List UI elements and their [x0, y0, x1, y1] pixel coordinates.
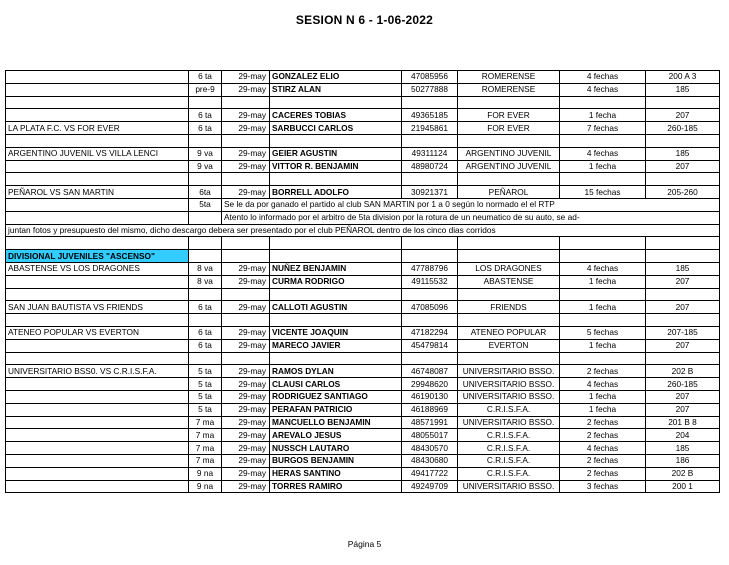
document-id-cell: 50277888 — [402, 83, 458, 96]
division-cell: 9 na — [189, 480, 222, 493]
player-name-cell: STIRZ ALAN — [270, 83, 402, 96]
empty-cell — [560, 314, 646, 327]
empty-cell — [189, 173, 222, 186]
table-row — [6, 301, 720, 314]
player-name-cell: SARBUCCI CARLOS — [270, 122, 402, 135]
sanction-cell: 3 fechas — [560, 480, 646, 493]
club-cell: UNIVERSITARIO BSSO. — [458, 365, 560, 378]
match-cell — [6, 160, 189, 173]
match-cell — [6, 109, 189, 122]
table-row — [6, 480, 720, 493]
article-cell: 185 — [646, 442, 720, 455]
sanction-cell: 15 fechas — [560, 186, 646, 199]
sanction-cell: 2 fechas — [560, 454, 646, 467]
empty-cell — [222, 237, 270, 250]
article-cell: 205-260 — [646, 186, 720, 199]
date-cell: 29-may — [222, 147, 270, 160]
date-cell: 29-may — [222, 390, 270, 403]
article-cell: 202 B — [646, 467, 720, 480]
spacer-row — [6, 288, 720, 301]
division-cell: 7 ma — [189, 454, 222, 467]
document-id-cell: 49365185 — [402, 109, 458, 122]
empty-cell — [402, 288, 458, 301]
player-name-cell: GEIER AGUSTIN — [270, 147, 402, 160]
table-row — [6, 429, 720, 442]
date-cell: 29-may — [222, 454, 270, 467]
empty-cell — [6, 173, 189, 186]
table-row — [6, 122, 720, 135]
empty-cell — [646, 134, 720, 147]
match-cell — [6, 275, 189, 288]
article-cell: 207 — [646, 301, 720, 314]
sanction-cell: 4 fechas — [560, 83, 646, 96]
empty-cell — [222, 250, 270, 263]
empty-cell — [6, 288, 189, 301]
division-cell: 6 ta — [189, 109, 222, 122]
empty-cell — [189, 134, 222, 147]
match-cell — [6, 339, 189, 352]
empty-cell — [560, 250, 646, 263]
player-name-cell: TORRES RAMIRO — [270, 480, 402, 493]
club-cell: ROMERENSE — [458, 71, 560, 84]
note-text: juntan fotos y presupuesto del mismo, dicho descargo debera ser presentado por el club PEÑAROL dentro de los cinco dias corridos — [6, 224, 720, 237]
document-id-cell: 47085096 — [402, 301, 458, 314]
sanction-cell: 4 fechas — [560, 71, 646, 84]
division-cell: 5ta — [189, 198, 222, 211]
document-id-cell: 48430680 — [402, 454, 458, 467]
article-cell: 207 — [646, 275, 720, 288]
sanction-cell: 1 fecha — [560, 109, 646, 122]
sanction-cell: 5 fechas — [560, 326, 646, 339]
match-cell — [6, 378, 189, 391]
page-number: Página 5 — [347, 539, 382, 549]
date-cell: 29-may — [222, 262, 270, 275]
empty-cell — [560, 173, 646, 186]
empty-cell — [458, 352, 560, 365]
table-row — [6, 262, 720, 275]
document-id-cell: 48571991 — [402, 416, 458, 429]
document-id-cell: 46748087 — [402, 365, 458, 378]
empty-cell — [189, 314, 222, 327]
table-row — [6, 365, 720, 378]
note-row — [6, 211, 720, 224]
empty-cell — [270, 173, 402, 186]
empty-cell — [458, 134, 560, 147]
empty-cell — [402, 173, 458, 186]
article-cell: 185 — [646, 83, 720, 96]
empty-cell — [458, 237, 560, 250]
article-cell: 207 — [646, 403, 720, 416]
player-name-cell: VICENTE JOAQUIN — [270, 326, 402, 339]
table-row — [6, 454, 720, 467]
division-cell: pre-9 — [189, 83, 222, 96]
club-cell: C.R.I.S.F.A. — [458, 467, 560, 480]
empty-cell — [560, 134, 646, 147]
article-cell: 260-185 — [646, 122, 720, 135]
empty-cell — [6, 352, 189, 365]
division-cell: 7 ma — [189, 429, 222, 442]
spacer-row — [6, 173, 720, 186]
table-row — [6, 390, 720, 403]
table-row — [6, 147, 720, 160]
club-cell: ATENEO POPULAR — [458, 326, 560, 339]
empty-cell — [222, 288, 270, 301]
date-cell: 29-may — [222, 186, 270, 199]
date-cell: 29-may — [222, 301, 270, 314]
sanction-cell: 1 fecha — [560, 160, 646, 173]
table-row — [6, 467, 720, 480]
club-cell: ROMERENSE — [458, 83, 560, 96]
player-name-cell: CALLOTI AGUSTIN — [270, 301, 402, 314]
table-row — [6, 403, 720, 416]
empty-cell — [270, 288, 402, 301]
table-row — [6, 275, 720, 288]
division-cell: 6 ta — [189, 339, 222, 352]
player-name-cell: NUÑEZ BENJAMIN — [270, 262, 402, 275]
date-cell: 29-may — [222, 275, 270, 288]
table-row — [6, 326, 720, 339]
article-cell: 207 — [646, 160, 720, 173]
section-row — [6, 250, 720, 263]
division-cell: 6 ta — [189, 301, 222, 314]
date-cell: 29-may — [222, 71, 270, 84]
document-id-cell: 49249709 — [402, 480, 458, 493]
table-row — [6, 378, 720, 391]
match-cell — [6, 442, 189, 455]
document-id-cell: 30921371 — [402, 186, 458, 199]
club-cell: LOS DRAGONES — [458, 262, 560, 275]
empty-cell — [458, 250, 560, 263]
match-cell — [6, 429, 189, 442]
document-id-cell: 48055017 — [402, 429, 458, 442]
empty-cell — [646, 314, 720, 327]
date-cell: 29-may — [222, 480, 270, 493]
club-cell: UNIVERSITARIO BSSO. — [458, 390, 560, 403]
club-cell: FRIENDS — [458, 301, 560, 314]
match-cell — [6, 390, 189, 403]
match-cell — [6, 403, 189, 416]
player-name-cell: CLAUSI CARLOS — [270, 378, 402, 391]
division-cell: 7 ma — [189, 416, 222, 429]
spacer-row — [6, 96, 720, 109]
player-name-cell: HERAS SANTINO — [270, 467, 402, 480]
sanction-cell: 2 fechas — [560, 416, 646, 429]
empty-cell — [6, 211, 189, 224]
player-name-cell: VITTOR R. BENJAMIN — [270, 160, 402, 173]
match-cell — [6, 454, 189, 467]
player-name-cell: AREVALO JESUS — [270, 429, 402, 442]
article-cell: 207 — [646, 339, 720, 352]
empty-cell — [402, 250, 458, 263]
match-cell: ATENEO POPULAR VS EVERTON — [6, 326, 189, 339]
division-cell: 6ta — [189, 186, 222, 199]
empty-cell — [270, 237, 402, 250]
empty-cell — [646, 173, 720, 186]
date-cell: 29-may — [222, 467, 270, 480]
sanctions-table — [5, 70, 720, 493]
club-cell: ABASTENSE — [458, 275, 560, 288]
club-cell: UNIVERSITARIO BSSO. — [458, 480, 560, 493]
document-id-cell: 47182294 — [402, 326, 458, 339]
article-cell: 185 — [646, 262, 720, 275]
empty-cell — [189, 237, 222, 250]
player-name-cell: RODRIGUEZ SANTIAGO — [270, 390, 402, 403]
empty-cell — [560, 288, 646, 301]
article-cell: 201 B 8 — [646, 416, 720, 429]
player-name-cell: MANCUELLO BENJAMIN — [270, 416, 402, 429]
sanction-cell: 4 fechas — [560, 442, 646, 455]
division-cell: 5 ta — [189, 378, 222, 391]
document-id-cell: 45479814 — [402, 339, 458, 352]
match-cell: UNIVERSITARIO BSS0. VS C.R.I.S.F.A. — [6, 365, 189, 378]
empty-cell — [6, 96, 189, 109]
division-cell: 5 ta — [189, 403, 222, 416]
document-id-cell: 49417722 — [402, 467, 458, 480]
empty-cell — [222, 314, 270, 327]
player-name-cell: NUSSCH LAUTARO — [270, 442, 402, 455]
empty-cell — [402, 237, 458, 250]
match-cell: ARGENTINO JUVENIL VS VILLA LENCI — [6, 147, 189, 160]
spacer-row — [6, 352, 720, 365]
match-cell: SAN JUAN BAUTISTA VS FRIENDS — [6, 301, 189, 314]
division-cell — [189, 211, 222, 224]
empty-cell — [222, 134, 270, 147]
match-cell — [6, 467, 189, 480]
empty-cell — [189, 250, 222, 263]
empty-cell — [270, 96, 402, 109]
club-cell: C.R.I.S.F.A. — [458, 429, 560, 442]
document-id-cell: 47788796 — [402, 262, 458, 275]
table-row — [6, 109, 720, 122]
club-cell: FOR EVER — [458, 109, 560, 122]
division-cell: 5 ta — [189, 390, 222, 403]
empty-cell — [402, 352, 458, 365]
empty-cell — [646, 288, 720, 301]
empty-cell — [222, 352, 270, 365]
date-cell: 29-may — [222, 122, 270, 135]
empty-cell — [560, 352, 646, 365]
empty-cell — [270, 250, 402, 263]
club-cell: UNIVERSITARIO BSSO. — [458, 378, 560, 391]
note-row — [6, 224, 720, 237]
club-cell: PEÑAROL — [458, 186, 560, 199]
article-cell: 207-185 — [646, 326, 720, 339]
sanction-cell: 4 fechas — [560, 147, 646, 160]
table-row — [6, 83, 720, 96]
division-cell: 7 ma — [189, 442, 222, 455]
empty-cell — [270, 314, 402, 327]
page-title: SESION N 6 - 1-06-2022 — [295, 13, 434, 27]
match-cell: LA PLATA F.C. VS FOR EVER — [6, 122, 189, 135]
division-cell: 9 va — [189, 147, 222, 160]
empty-cell — [402, 314, 458, 327]
article-cell: 200 1 — [646, 480, 720, 493]
empty-cell — [458, 288, 560, 301]
empty-cell — [270, 134, 402, 147]
empty-cell — [189, 352, 222, 365]
sanction-cell: 7 fechas — [560, 122, 646, 135]
match-cell: ABASTENSE VS LOS DRAGONES — [6, 262, 189, 275]
empty-cell — [646, 250, 720, 263]
note-row — [6, 198, 720, 211]
note-text: Atento lo informado por el arbitro de 5ta division por la rotura de un neumatico de su auto, se ad- — [222, 211, 720, 224]
empty-cell — [458, 314, 560, 327]
empty-cell — [222, 173, 270, 186]
empty-cell — [458, 96, 560, 109]
spacer-row — [6, 314, 720, 327]
club-cell: UNIVERSITARIO BSSO. — [458, 416, 560, 429]
division-cell: 6 ta — [189, 71, 222, 84]
club-cell: FOR EVER — [458, 122, 560, 135]
player-name-cell: CACERES TOBIAS — [270, 109, 402, 122]
sanction-cell: 1 fecha — [560, 403, 646, 416]
document-id-cell: 47085956 — [402, 71, 458, 84]
sanction-cell: 2 fechas — [560, 365, 646, 378]
division-cell: 8 va — [189, 262, 222, 275]
empty-cell — [560, 237, 646, 250]
date-cell: 29-may — [222, 378, 270, 391]
club-cell: EVERTON — [458, 339, 560, 352]
club-cell: C.R.I.S.F.A. — [458, 442, 560, 455]
date-cell: 29-may — [222, 403, 270, 416]
empty-cell — [189, 288, 222, 301]
sanction-cell: 2 fechas — [560, 467, 646, 480]
match-cell — [6, 71, 189, 84]
sanction-cell: 4 fechas — [560, 262, 646, 275]
player-name-cell: RAMOS DYLAN — [270, 365, 402, 378]
empty-cell — [646, 96, 720, 109]
player-name-cell: PERAFAN PATRICIO — [270, 403, 402, 416]
empty-cell — [458, 173, 560, 186]
article-cell: 185 — [646, 147, 720, 160]
division-cell: 9 va — [189, 160, 222, 173]
table-row — [6, 339, 720, 352]
date-cell: 29-may — [222, 160, 270, 173]
date-cell: 29-may — [222, 339, 270, 352]
sanction-cell: 1 fecha — [560, 301, 646, 314]
date-cell: 29-may — [222, 442, 270, 455]
empty-cell — [646, 237, 720, 250]
player-name-cell: BORRELL ADOLFO — [270, 186, 402, 199]
note-text: Se le da por ganado el partido al club SAN MARTIN por 1 a 0 según lo normado el el RTP — [222, 198, 720, 211]
date-cell: 29-may — [222, 429, 270, 442]
table-row — [6, 71, 720, 84]
division-cell: 8 va — [189, 275, 222, 288]
club-cell: ARGENTINO JUVENIL — [458, 160, 560, 173]
table-row — [6, 160, 720, 173]
table-row — [6, 416, 720, 429]
date-cell: 29-may — [222, 326, 270, 339]
document-id-cell: 46190130 — [402, 390, 458, 403]
document-id-cell: 48980724 — [402, 160, 458, 173]
article-cell: 207 — [646, 390, 720, 403]
division-cell: 6 ta — [189, 122, 222, 135]
empty-cell — [6, 237, 189, 250]
empty-cell — [189, 96, 222, 109]
empty-cell — [646, 352, 720, 365]
match-cell — [6, 83, 189, 96]
article-cell: 207 — [646, 109, 720, 122]
empty-cell — [6, 134, 189, 147]
empty-cell — [6, 198, 189, 211]
section-header: DIVISIONAL JUVENILES "ASCENSO" — [6, 250, 189, 263]
empty-cell — [222, 96, 270, 109]
article-cell: 202 B — [646, 365, 720, 378]
article-cell: 200 A 3 — [646, 71, 720, 84]
division-cell: 9 na — [189, 467, 222, 480]
date-cell: 29-may — [222, 365, 270, 378]
empty-cell — [402, 96, 458, 109]
table-row — [6, 186, 720, 199]
club-cell: C.R.I.S.F.A. — [458, 454, 560, 467]
empty-cell — [6, 314, 189, 327]
article-cell: 204 — [646, 429, 720, 442]
match-cell — [6, 416, 189, 429]
document-id-cell: 49311124 — [402, 147, 458, 160]
division-cell: 6 ta — [189, 326, 222, 339]
empty-cell — [402, 134, 458, 147]
sanction-cell: 4 fechas — [560, 378, 646, 391]
division-cell: 5 ta — [189, 365, 222, 378]
club-cell: C.R.I.S.F.A. — [458, 403, 560, 416]
document-id-cell: 29948620 — [402, 378, 458, 391]
date-cell: 29-may — [222, 416, 270, 429]
document-id-cell: 49115532 — [402, 275, 458, 288]
document-id-cell: 46188969 — [402, 403, 458, 416]
table-row — [6, 442, 720, 455]
club-cell: ARGENTINO JUVENIL — [458, 147, 560, 160]
article-cell: 260-185 — [646, 378, 720, 391]
article-cell: 186 — [646, 454, 720, 467]
empty-cell — [270, 352, 402, 365]
date-cell: 29-may — [222, 109, 270, 122]
player-name-cell: CURMA RODRIGO — [270, 275, 402, 288]
player-name-cell: MARECO JAVIER — [270, 339, 402, 352]
empty-cell — [560, 96, 646, 109]
sanction-cell: 1 fecha — [560, 339, 646, 352]
sanction-cell: 1 fecha — [560, 275, 646, 288]
player-name-cell: BURGOS BENJAMIN — [270, 454, 402, 467]
spacer-row — [6, 134, 720, 147]
sanction-cell: 2 fechas — [560, 429, 646, 442]
date-cell: 29-may — [222, 83, 270, 96]
document-id-cell: 48430570 — [402, 442, 458, 455]
document-id-cell: 21945861 — [402, 122, 458, 135]
sanction-cell: 1 fecha — [560, 390, 646, 403]
spacer-row — [6, 237, 720, 250]
match-cell: PEÑAROL VS SAN MARTIN — [6, 186, 189, 199]
player-name-cell: GONZALEZ ELIO — [270, 71, 402, 84]
match-cell — [6, 480, 189, 493]
